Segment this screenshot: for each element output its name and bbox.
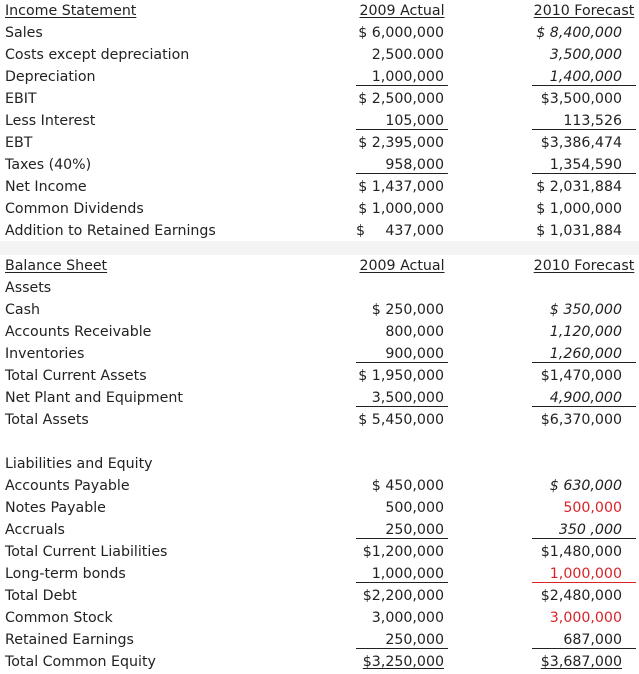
liab-row-retained [0,629,639,651]
value-2009: $ 1,000,000 [358,201,444,217]
value-2010: $6,370,000 [540,412,622,428]
row-label: EBIT [5,91,37,107]
value-2009: 958,000 [385,157,444,173]
liabilities-heading: Liabilities and Equity [5,456,153,472]
value-2010: 500,000 [563,500,622,516]
row-label: Accruals [5,522,65,538]
row-label: Retained Earnings [5,632,134,648]
value-2009: 3,500,000 [371,390,444,406]
row-label: Total Common Equity [5,654,156,670]
value-2010: $3,500,000 [540,91,622,107]
row-label: Net Plant and Equipment [5,390,183,406]
value-2010: 4,900,000 [549,390,622,406]
value-2010: $1,470,000 [540,368,622,384]
value-2009: 105,000 [385,113,444,129]
value-2009: 900,000 [385,346,444,362]
row-label: Total Debt [5,588,77,604]
value-2010: $ 1,031,884 [536,223,622,239]
value-2010: 687,000 [563,632,622,648]
row-label: Less Interest [5,113,96,129]
balance-col1-header: 2009 Actual [359,258,445,274]
liab-row-accruals [0,519,639,541]
row-label: Total Current Assets [5,368,147,384]
row-label: Accounts Receivable [5,324,152,340]
underline-2009 [356,110,448,130]
row-label: Depreciation [5,69,96,85]
value-2010: $ 8,400,000 [536,25,622,41]
value-2009: $3,250,000 [362,654,444,670]
liab-row-total-current [0,541,639,563]
balance-sheet-title: Balance Sheet [5,258,108,274]
income-row-depreciation [0,66,639,88]
row-label: Addition to Retained Earnings [5,223,216,239]
underline-2010 [532,563,636,583]
value-2009: 500,000 [385,500,444,516]
value-2010: 1,260,000 [549,346,622,362]
value-2010: $ 350,000 [549,302,622,318]
value-2009: 250,000 [385,522,444,538]
row-label: Inventories [5,346,85,362]
value-2010: $3,386,474 [540,135,622,151]
value-2009: $ 2,500,000 [358,91,444,107]
asset-row-cash [0,299,639,321]
underline-2010 [532,629,636,649]
asset-row-plant [0,387,639,409]
liab-row-common-stock [0,607,639,629]
value-2009: 1,000,000 [371,566,444,582]
income-row-interest [0,110,639,132]
section-divider [0,241,639,255]
income-row-costs [0,44,639,66]
row-label: Total Current Liabilities [5,544,168,560]
value-2010: $3,687,000 [540,654,622,670]
liab-row-notes [0,497,639,519]
value-2010: $2,480,000 [540,588,622,604]
income-col2-header: 2010 Forecast [533,3,635,19]
value-2010: 350 ,000 [558,522,622,538]
value-2010: $1,480,000 [540,544,622,560]
value-2009: 3,000,000 [371,610,444,626]
underline-2009 [356,66,448,86]
underline-2010 [532,387,636,407]
value-2009: $ 5,450,000 [358,412,444,428]
value-2009: $ 1,950,000 [358,368,444,384]
underline-2009 [356,563,448,583]
value-2009: $2,200,000 [362,588,444,604]
value-2009: $ 2,395,000 [358,135,444,151]
asset-row-inventories [0,343,639,365]
income-row-ebt [0,132,639,154]
value-2010: 3,000,000 [549,610,622,626]
row-label: Common Stock [5,610,113,626]
asset-row-receivable [0,321,639,343]
row-label: Net Income [5,179,87,195]
value-2010: 1,400,000 [549,69,622,85]
value-2010: 1,354,590 [549,157,622,173]
row-label: Costs except depreciation [5,47,190,63]
liab-row-payable [0,475,639,497]
liab-row-total-equity [0,651,639,673]
liabilities-heading-row [0,453,639,475]
row-label: Total Assets [5,412,89,428]
value-2009: 250,000 [385,632,444,648]
row-label: Sales [5,25,43,41]
row-label: EBT [5,135,33,151]
underline-2009 [356,519,448,539]
underline-2009 [356,154,448,174]
value-2010: 113,526 [563,113,622,129]
underline-2010 [532,154,636,174]
dollar-sign: $ [356,223,366,239]
value-2010: 1,000,000 [549,566,622,582]
assets-heading: Assets [5,280,52,296]
value-2009: $1,200,000 [362,544,444,560]
underline-2010 [532,66,636,86]
row-label: Accounts Payable [5,478,130,494]
asset-row-total [0,409,639,431]
income-row-sales [0,22,639,44]
value-2009: 437,000 [385,223,444,239]
row-label: Common Dividends [5,201,144,217]
value-2009: $ 6,000,000 [358,25,444,41]
asset-row-total-current [0,365,639,387]
income-row-taxes [0,154,639,176]
underline-2009 [356,387,448,407]
value-2009: $ 1,437,000 [358,179,444,195]
balance-sheet [0,255,639,674]
income-row-dividends [0,198,639,220]
value-2010: 1,120,000 [549,324,622,340]
balance-col2-header: 2010 Forecast [533,258,635,274]
value-2010: $ 630,000 [549,478,622,494]
balance-header-row [0,255,639,277]
income-header-row [0,0,639,22]
underline-2010 [532,519,636,539]
liab-row-total-debt [0,585,639,607]
value-2009: $ 250,000 [371,302,444,318]
row-label: Cash [5,302,40,318]
income-row-ebit [0,88,639,110]
value-2009: 800,000 [385,324,444,340]
income-row-retained [0,220,639,242]
underline-2009 [356,629,448,649]
row-label: Notes Payable [5,500,106,516]
assets-heading-row [0,277,639,299]
value-2009: 1,000,000 [371,69,444,85]
liab-row-bonds [0,563,639,585]
underline-2009 [356,343,448,363]
underline-2010 [532,343,636,363]
row-label: Taxes (40%) [5,157,92,173]
income-col1-header: 2009 Actual [359,3,445,19]
income-statement-title: Income Statement [5,3,137,19]
spacer-row [0,431,639,453]
row-label: Long-term bonds [5,566,126,582]
income-row-net-income [0,176,639,198]
value-2010: $ 2,031,884 [536,179,622,195]
value-2009: $ 450,000 [371,478,444,494]
value-2010: $ 1,000,000 [536,201,622,217]
value-2009: 2,500.000 [371,47,444,63]
value-2010: 3,500,000 [549,47,622,63]
underline-2010 [532,110,636,130]
income-statement [0,0,639,241]
